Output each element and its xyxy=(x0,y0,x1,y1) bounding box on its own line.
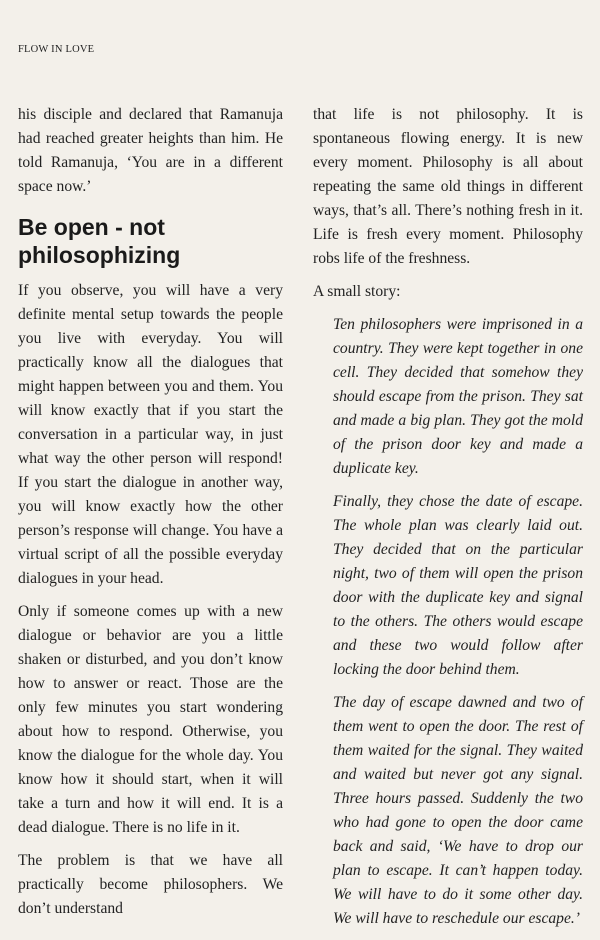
story-intro: A small story: xyxy=(313,283,401,300)
section-heading: Be open - not philosophizing xyxy=(18,214,181,268)
story-paragraph: Ten philosophers were imprisoned in a country. They were kept together in one cell. They decided that somehow they should escape from the prison. They sat and made a big plan. They got the mold of the prison door key and made a duplicate key. xyxy=(333,316,583,477)
continued-paragraph: that life is not philosophy. It is spontaneous flowing energy. It is new every moment. Philosophy is all about repeating the same old things in different ways, that’s all. There’s nothing fresh in it. Life is fresh every moment. Philosophy robs life of the freshness. xyxy=(313,106,583,267)
body-paragraph: Only if someone comes up with a new dialogue or behavior are you a little shaken or disturbed, and you don’t know how to answer or react. Those are the only few minutes you start wondering about how to respond. Otherwise, you know the dialogue for the whole day. You know how it should start, when it will take a turn and how it will end. It is a dead dialogue. There is no life in it. xyxy=(18,603,283,836)
body-paragraph: The problem is that we have all practically become philosophers. We don’t understand xyxy=(18,852,283,917)
left-column xyxy=(18,103,283,930)
story-paragraph: The day of escape dawned and two of them went to open the door. The rest of them waited for the signal. They waited and waited but never got any signal. Three hours passed. Suddenly the two who had gone to open the door came back and said, ‘We have to drop our plan to escape. It can’t happen today. We will have to do it some other day. We will have to reschedule our escape.’ xyxy=(333,694,583,927)
right-column xyxy=(313,103,583,940)
continued-paragraph: his disciple and declared that Ramanuja had reached greater heights than him. He told Ramanuja, ‘You are in a different space now.’ xyxy=(18,106,283,195)
body-paragraph: If you observe, you will have a very definite mental setup towards the people you live with everyday. You will practically know all the dialogues that might happen between you and them. You will know exactly that if you start the conversation in a particular way, in just what way the other person will respond! If you start the dialogue in another way, you will know exactly how the other person’s response will change. You have a virtual script of all the possible everyday dialogues in your head. xyxy=(18,282,283,587)
running-header: FLOW IN LOVE xyxy=(18,44,95,55)
story-paragraph: Finally, they chose the date of escape. The whole plan was clearly laid out. They decided that on the particular night, two of them will open the prison door with the duplicate key and signal to the others. The others would escape and these two would follow after locking the door behind them. xyxy=(333,493,583,678)
story-block xyxy=(333,313,583,931)
